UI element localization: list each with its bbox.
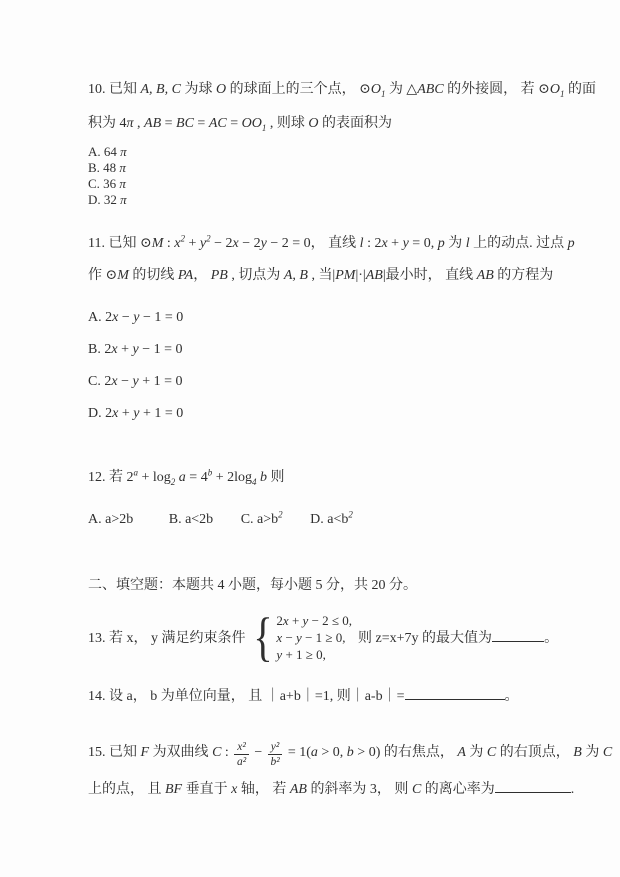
q10-stem-line-2: 积为 4π , AB = BC = AC = $OO_1$ , 则球 O 的表面积为	[88, 116, 392, 133]
q10-option-c: C. 36 π	[88, 176, 126, 191]
q13-suffix-with-blank: 则 z=x+7y 的最大值为 。	[358, 627, 558, 647]
question-12	[88, 468, 562, 528]
q11-options	[88, 302, 562, 430]
question-11	[88, 233, 575, 430]
q10-option-a: A. 64 π	[88, 144, 127, 159]
question-14: 14. 设 a， b 为单位向量， 且 ｜a+b｜=1, 则｜a-b｜= 。	[88, 686, 562, 707]
q10-option-b: B. 48 π	[88, 160, 126, 175]
q13-constraint-3: y + 1 ≥ 0,	[276, 646, 326, 662]
q12-option-c: C. $a>b^2$	[240, 509, 283, 527]
q11-stem-line-1: 11. 已知 ⊙M : $x^2 + y^2 - 2x - 2y - 2 = 0$， 直线 l : 2x + y = 0, p 为 l 上的动点. 过点 p	[88, 233, 575, 251]
q15-stem-line-2: 上的点， 且 BF 垂直于 x 轴， 若 AB 的斜率为 3， 则 C 的离心率为 .	[88, 779, 562, 801]
q13-constraint-2: x − y − 1 ≥ 0,	[276, 629, 346, 645]
q10-stem-line-1: 10. 已知 A, B, C 为球 O 的球面上的三个点， $⊙O_1$ 为 △ABC 的外接圆， 若 $⊙O_1$ 的面	[88, 82, 597, 99]
q10-option-d: D. 32 π	[88, 192, 127, 207]
q13-constraint-1: 2x + y − 2 ≤ 0,	[276, 612, 353, 628]
q13-prefix: 13. 若 x， y 满足约束条件	[88, 631, 246, 646]
q13-system-brace: {	[252, 607, 273, 667]
q11-stem-line-2: 作 ⊙M 的切线 PA， PB , 切点为 A, B , 当|PM|·|AB|最小时， 直线 AB 的方程为	[88, 268, 554, 283]
q11-option-a: A. 2x − y − 1 = 0	[88, 310, 184, 325]
q12-stem: 12. 若 $2^a + \log_2 a = 4^b + 2\log_4$ b 则	[88, 467, 285, 487]
exam-content	[88, 80, 613, 801]
q11-option-b: B. 2x + y − 1 = 0	[88, 342, 183, 357]
q13-constraint-system	[276, 612, 352, 663]
question-10	[88, 80, 597, 208]
question-13	[88, 607, 562, 667]
q10-options	[88, 144, 562, 208]
q12-option-d: D. $a<b^2$	[310, 509, 353, 527]
q12-options	[88, 509, 562, 528]
q12-option-b: B. a<2b	[168, 512, 214, 527]
question-15	[88, 733, 613, 801]
section-2-header: 二、填空题：本题共 4 小题，每小题 5 分，共 20 分。	[88, 578, 417, 593]
q11-option-c: C. 2x − y + 1 = 0	[88, 374, 183, 389]
q11-option-d: D. 2x + y + 1 = 0	[88, 406, 184, 421]
q15-stem-line-1: 15. 已知 F 为双曲线 C : $\frac{\text{x²}}{\text{a²}}$ − $\frac{\text{y²}}{\text{b²}}$ = 1(a > 0, b > 0) 的右焦点， A 为 C 的右顶点， B 为 C	[88, 740, 613, 768]
q12-option-a: A. a>2b	[88, 512, 134, 527]
